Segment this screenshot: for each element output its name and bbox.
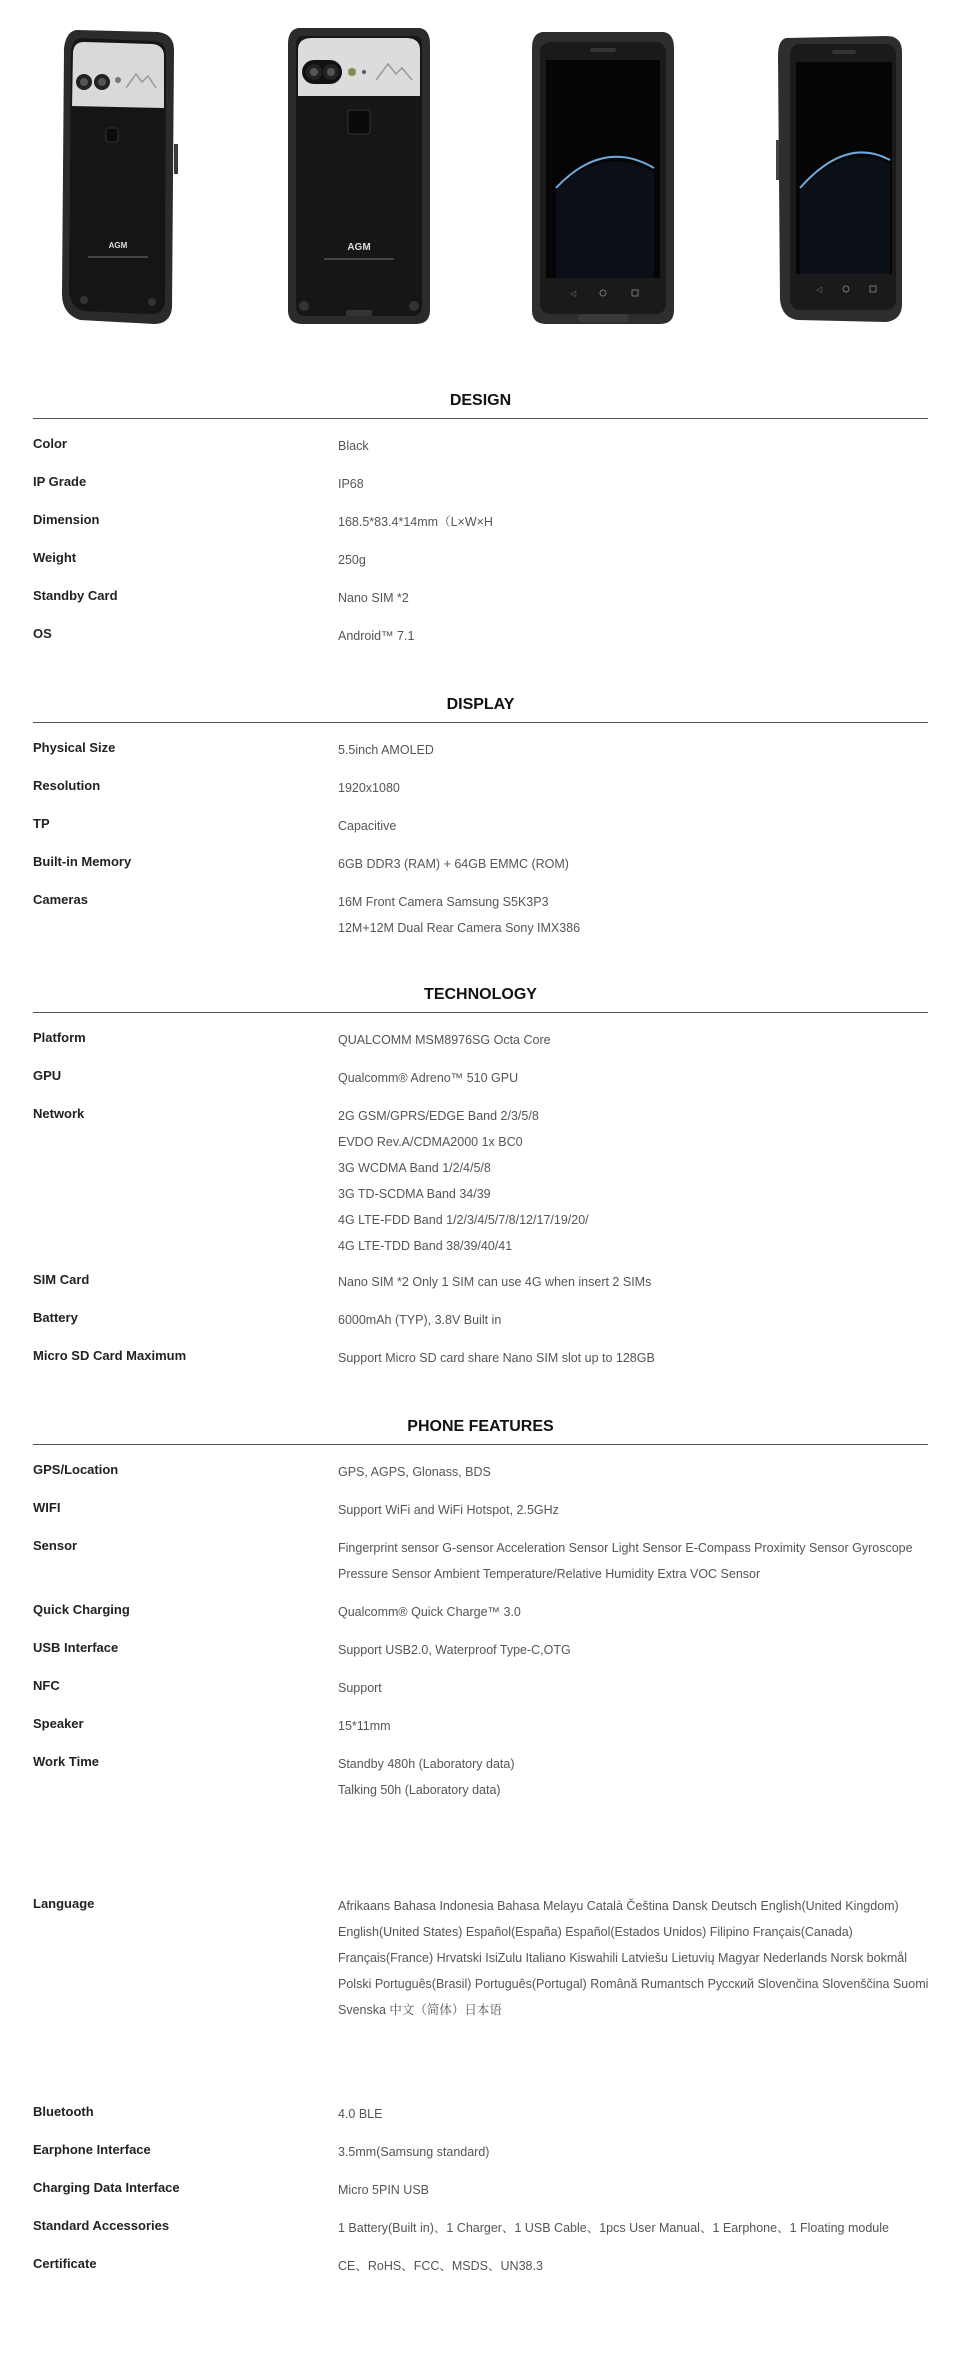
- spec-label: GPU: [33, 1068, 62, 1083]
- spec-values: [338, 1540, 938, 1587]
- spec-values: [338, 780, 938, 801]
- svg-text:◁: ◁: [570, 289, 577, 298]
- spec-value: Qualcomm® Adreno™ 510 GPU: [338, 1071, 519, 1085]
- spec-label: Network: [33, 1106, 85, 1121]
- spec-value: English(United States) Español(España) Español(Estados Unidos) Filipino Français(Canada): [338, 1925, 853, 1939]
- spec-value: Support: [338, 1681, 382, 1695]
- spec-value: 250g: [338, 553, 366, 567]
- spec-value: 4G LTE-TDD Band 38/39/40/41: [338, 1239, 513, 1253]
- spec-value: 16M Front Camera Samsung S5K3P3: [338, 895, 549, 909]
- spec-label: Speaker: [33, 1716, 84, 1731]
- spec-value: 4.0 BLE: [338, 2107, 383, 2121]
- svg-text:◁: ◁: [816, 285, 823, 294]
- spec-label: USB Interface: [33, 1640, 119, 1655]
- spec-value: Svenska 中文（简体）日本语: [338, 2003, 502, 2017]
- spec-value: Français(France) Hrvatski IsiZulu Italiano Kiswahili Latviešu Lietuvių Magyar Nederlands Norsk bokmål: [338, 1951, 907, 1965]
- spec-label: Standby Card: [33, 588, 118, 603]
- spec-values: [338, 1312, 938, 1333]
- spec-values: [338, 894, 938, 941]
- spec-value: Support Micro SD card share Nano SIM slot up to 128GB: [338, 1351, 655, 1365]
- section-title: DESIGN: [449, 392, 512, 409]
- spec-value: Polski Português(Brasil) Português(Portugal) Română Rumantsch Русский Slovenčina Slovenščina Suomi: [338, 1977, 929, 1991]
- spec-label: Resolution: [33, 778, 101, 793]
- spec-value: QUALCOMM MSM8976SG Octa Core: [338, 1033, 551, 1047]
- spec-label: Cameras: [33, 892, 88, 907]
- spec-value: Capacitive: [338, 819, 397, 833]
- spec-values: [338, 742, 938, 763]
- phone-brand-label: AGM: [347, 242, 371, 253]
- spec-values: [338, 2258, 938, 2279]
- spec-value: 3G TD-SCDMA Band 34/39: [338, 1187, 491, 1201]
- spec-value: Afrikaans Bahasa Indonesia Bahasa Melayu Català Čeština Dansk Deutsch English(United Kingdom): [338, 1899, 899, 1913]
- spec-values: [338, 1070, 938, 1091]
- spec-values: [338, 1718, 938, 1739]
- spec-value: 1920x1080: [338, 781, 400, 795]
- spec-values: [338, 438, 938, 459]
- spec-value: 3G WCDMA Band 1/2/4/5/8: [338, 1161, 491, 1175]
- spec-value: EVDO Rev.A/CDMA2000 1x BC0: [338, 1135, 523, 1149]
- spec-label: Work Time: [33, 1754, 99, 1769]
- spec-label: Bluetooth: [33, 2104, 94, 2119]
- spec-value: Support USB2.0, Waterproof Type-C,OTG: [338, 1643, 571, 1657]
- spec-values: [338, 1274, 938, 1295]
- spec-label: Micro SD Card Maximum: [33, 1348, 187, 1363]
- spec-value: 12M+12M Dual Rear Camera Sony IMX386: [338, 921, 581, 935]
- spec-value: CE、RoHS、FCC、MSDS、UN38.3: [338, 2259, 543, 2273]
- spec-label: Weight: [33, 550, 77, 565]
- spec-value: Qualcomm® Quick Charge™ 3.0: [338, 1605, 521, 1619]
- spec-value: GPS, AGPS, Glonass, BDS: [338, 1465, 491, 1479]
- section-title: DISPLAY: [446, 696, 515, 713]
- spec-value: IP68: [338, 477, 364, 491]
- spec-label: Standard Accessories: [33, 2218, 170, 2233]
- spec-label: Physical Size: [33, 740, 116, 755]
- spec-value: Black: [338, 439, 369, 453]
- spec-value: Nano SIM *2 Only 1 SIM can use 4G when insert 2 SIMs: [338, 1275, 652, 1289]
- spec-values: [338, 818, 938, 839]
- spec-values: [338, 2144, 938, 2165]
- spec-value: 5.5inch AMOLED: [338, 743, 434, 757]
- phone-brand-label: AGM: [108, 241, 128, 250]
- spec-label: Quick Charging: [33, 1602, 130, 1617]
- spec-label: Color: [33, 436, 67, 451]
- spec-values: [338, 552, 938, 573]
- spec-values: [338, 1108, 938, 1259]
- spec-values: [338, 514, 938, 535]
- spec-rows: [33, 0, 928, 2373]
- spec-value: 6000mAh (TYP), 3.8V Built in: [338, 1313, 502, 1327]
- spec-values: [338, 1350, 938, 1371]
- spec-label: Certificate: [33, 2256, 97, 2271]
- spec-value: 168.5*83.4*14mm（L×W×H: [338, 515, 493, 529]
- spec-values: [338, 1604, 938, 1625]
- spec-value: Android™ 7.1: [338, 629, 415, 643]
- spec-value: 3.5mm(Samsung standard): [338, 2145, 490, 2159]
- spec-label: Sensor: [33, 1538, 78, 1553]
- spec-values: [338, 2182, 938, 2203]
- spec-label: Battery: [33, 1310, 78, 1325]
- spec-value: 6GB DDR3 (RAM) + 64GB EMMC (ROM): [338, 857, 569, 871]
- spec-values: [338, 1464, 938, 1485]
- spec-label: IP Grade: [33, 474, 87, 489]
- spec-values: [338, 856, 938, 877]
- spec-label: Platform: [33, 1030, 86, 1045]
- spec-values: [338, 1680, 938, 1701]
- spec-label: GPS/Location: [33, 1462, 119, 1477]
- spec-value: 15*11mm: [338, 1719, 391, 1733]
- spec-values: [338, 1898, 938, 2023]
- spec-label: Built-in Memory: [33, 854, 132, 869]
- spec-value: Pressure Sensor Ambient Temperature/Relative Humidity Extra VOC Sensor: [338, 1567, 761, 1581]
- spec-values: [338, 476, 938, 497]
- spec-label: Charging Data Interface: [33, 2180, 180, 2195]
- spec-value: Standby 480h (Laboratory data): [338, 1757, 515, 1771]
- spec-label: Dimension: [33, 512, 100, 527]
- spec-values: [338, 1642, 938, 1663]
- spec-label: TP: [33, 816, 50, 831]
- section-title: TECHNOLOGY: [424, 986, 537, 1003]
- section-title: PHONE FEATURES: [407, 1418, 554, 1435]
- spec-values: [338, 2106, 938, 2127]
- spec-values: [338, 590, 938, 611]
- spec-label: Language: [33, 1896, 95, 1911]
- spec-value: Talking 50h (Laboratory data): [338, 1783, 501, 1797]
- spec-values: [338, 628, 938, 649]
- spec-value: 4G LTE-FDD Band 1/2/3/4/5/7/8/12/17/19/20/: [338, 1213, 589, 1227]
- spec-values: [338, 2220, 938, 2241]
- spec-value: Fingerprint sensor G-sensor Acceleration Sensor Light Sensor E-Compass Proximity Sensor Gyroscope: [338, 1541, 913, 1555]
- spec-label: Earphone Interface: [33, 2142, 151, 2157]
- spec-value: Support WiFi and WiFi Hotspot, 2.5GHz: [338, 1503, 559, 1517]
- spec-value: 1 Battery(Built in)、1 Charger、1 USB Cable、1pcs User Manual、1 Earphone、1 Floating module: [338, 2221, 889, 2235]
- spec-value: 2G GSM/GPRS/EDGE Band 2/3/5/8: [338, 1109, 539, 1123]
- spec-values: [338, 1032, 938, 1053]
- spec-values: [338, 1756, 938, 1803]
- spec-value: Micro 5PIN USB: [338, 2183, 429, 2197]
- spec-value: Nano SIM *2: [338, 591, 409, 605]
- spec-label: OS: [33, 626, 52, 641]
- spec-label: WIFI: [33, 1500, 61, 1515]
- spec-label: SIM Card: [33, 1272, 90, 1287]
- spec-values: [338, 1502, 938, 1523]
- spec-label: NFC: [33, 1678, 60, 1693]
